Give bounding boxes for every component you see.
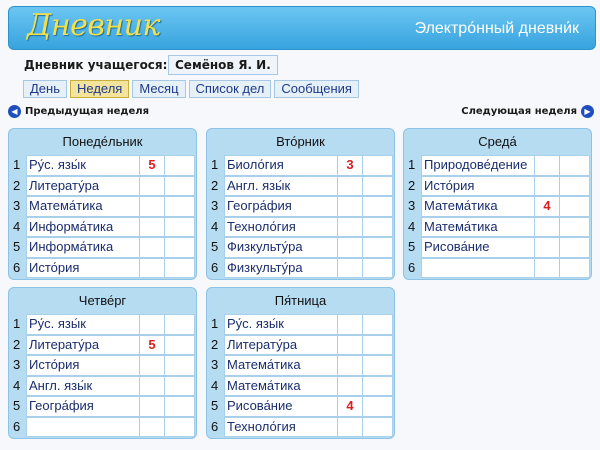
lesson-number: 2 (408, 177, 416, 193)
lesson-subject[interactable]: Матема́тика (421, 196, 535, 217)
lesson-grade[interactable] (338, 355, 363, 376)
day-title: Пя́тница (274, 293, 327, 308)
day-title: Среда́ (478, 134, 517, 149)
lesson-row (12, 355, 195, 376)
lesson-grade[interactable]: 5 (140, 335, 165, 356)
lesson-subject[interactable]: Рисова́ние (224, 396, 338, 417)
lesson-number: 3 (408, 198, 416, 213)
lesson-row (407, 237, 590, 258)
lesson-homework[interactable] (165, 417, 195, 438)
lesson-row (12, 376, 195, 397)
lesson-number: 4 (13, 218, 21, 234)
lesson-homework[interactable] (363, 396, 393, 417)
lesson-grade[interactable] (338, 417, 363, 438)
day-title: Понеде́льник (62, 134, 143, 149)
lesson-grade[interactable] (140, 376, 165, 397)
lesson-subject[interactable]: Ру́с. язы́к (224, 314, 338, 335)
lesson-number: 6 (408, 259, 416, 275)
lesson-subject[interactable]: Физкульту́ра (224, 237, 338, 258)
lesson-homework[interactable] (165, 237, 195, 258)
view-tabs (23, 80, 359, 98)
lesson-subject[interactable]: Литерату́ра (26, 176, 140, 197)
lesson-number: 4 (408, 218, 416, 234)
lesson-row (12, 335, 195, 356)
day-title: Четве́рг (78, 293, 127, 308)
lesson-row (12, 417, 195, 438)
lesson-row (210, 355, 393, 376)
lesson-subject[interactable]: Литерату́ра (224, 335, 338, 356)
lesson-number: 1 (211, 157, 219, 172)
lesson-number: 2 (13, 336, 21, 352)
lesson-homework[interactable] (560, 258, 590, 279)
lesson-homework[interactable] (165, 314, 195, 335)
tab-todo-list[interactable]: Список дел (189, 80, 272, 98)
lesson-homework[interactable] (560, 176, 590, 197)
prev-week-label: Предыдущая неделя (25, 106, 150, 117)
lesson-subject[interactable]: Матема́тика (421, 217, 535, 238)
lesson-row (210, 335, 393, 356)
lesson-row (12, 314, 195, 335)
lesson-row (12, 396, 195, 417)
lesson-number: 4 (211, 218, 219, 234)
lesson-grade[interactable] (140, 396, 165, 417)
lesson-grade[interactable] (338, 335, 363, 356)
lesson-subject[interactable]: Матема́тика (224, 376, 338, 397)
lesson-subject[interactable]: Ру́с. язы́к (26, 314, 140, 335)
lesson-row (407, 258, 590, 279)
lesson-number: 5 (211, 239, 219, 254)
lesson-grade[interactable] (140, 237, 165, 258)
lesson-list (12, 314, 195, 437)
lesson-grade[interactable] (338, 217, 363, 238)
lesson-homework[interactable] (165, 376, 195, 397)
lesson-row (12, 155, 195, 176)
lesson-homework[interactable] (165, 196, 195, 217)
lesson-grade[interactable] (535, 237, 560, 258)
lesson-subject[interactable]: Литерату́ра (26, 335, 140, 356)
lesson-number: 5 (211, 398, 219, 413)
lesson-row (210, 417, 393, 438)
lesson-subject[interactable]: Геогра́фия (26, 396, 140, 417)
lesson-homework[interactable] (165, 176, 195, 197)
lesson-row (210, 196, 393, 217)
lesson-subject[interactable]: Матема́тика (26, 196, 140, 217)
lesson-grade[interactable]: 3 (338, 155, 363, 176)
lesson-grade[interactable]: 4 (535, 196, 560, 217)
lesson-grade[interactable] (338, 376, 363, 397)
lesson-homework[interactable] (363, 196, 393, 217)
lesson-homework[interactable] (363, 335, 393, 356)
lesson-number: 4 (211, 377, 219, 393)
lesson-homework[interactable] (363, 237, 393, 258)
arrow-right-icon: ▶ (581, 105, 594, 118)
app-logo: Дневник (27, 8, 160, 43)
lesson-grade[interactable]: 5 (140, 155, 165, 176)
student-name[interactable]: Семёнов Я. И. (168, 55, 278, 75)
lesson-list (210, 155, 393, 278)
lesson-grade[interactable]: 4 (338, 396, 363, 417)
app-header (8, 6, 596, 50)
lesson-row (12, 237, 195, 258)
lesson-homework[interactable] (560, 237, 590, 258)
lesson-subject[interactable]: Техноло́гия (224, 417, 338, 438)
lesson-homework[interactable] (363, 314, 393, 335)
student-label: Дневник учащегося: (24, 58, 168, 72)
lesson-row (210, 155, 393, 176)
lesson-homework[interactable] (363, 258, 393, 279)
lesson-number: 2 (211, 336, 219, 352)
lesson-subject[interactable]: Рисова́ние (421, 237, 535, 258)
lesson-homework[interactable] (363, 217, 393, 238)
tab-month[interactable]: Месяц (132, 80, 185, 98)
lesson-subject[interactable]: Исто́рия (421, 176, 535, 197)
lesson-subject[interactable]: Техноло́гия (224, 217, 338, 238)
day-card-monday (8, 128, 197, 280)
lesson-subject[interactable]: Биоло́гия (224, 155, 338, 176)
lesson-subject[interactable]: Информа́тика (26, 237, 140, 258)
lesson-subject[interactable]: Матема́тика (224, 355, 338, 376)
lesson-subject[interactable]: Исто́рия (26, 355, 140, 376)
next-week-link[interactable] (461, 105, 594, 118)
lesson-row (12, 176, 195, 197)
lesson-row (12, 217, 195, 238)
day-title: Вто́рник (276, 134, 325, 149)
lesson-homework[interactable] (560, 217, 590, 238)
lesson-homework[interactable] (165, 258, 195, 279)
lesson-homework[interactable] (363, 376, 393, 397)
lesson-grade[interactable] (535, 258, 560, 279)
lesson-subject[interactable] (26, 417, 140, 438)
lesson-number: 3 (211, 357, 219, 372)
lesson-grade[interactable] (140, 258, 165, 279)
lesson-row (12, 258, 195, 279)
lesson-subject[interactable]: Информа́тика (26, 217, 140, 238)
lesson-number: 3 (13, 357, 21, 372)
lesson-number: 4 (13, 377, 21, 393)
lesson-row (210, 376, 393, 397)
lesson-number: 6 (13, 418, 21, 434)
lesson-number: 6 (211, 418, 219, 434)
lesson-number: 2 (13, 177, 21, 193)
lesson-list (12, 155, 195, 278)
lesson-number: 3 (13, 198, 21, 213)
lesson-row (407, 196, 590, 217)
lesson-subject[interactable] (421, 258, 535, 279)
lesson-homework[interactable] (363, 355, 393, 376)
lesson-homework[interactable] (363, 155, 393, 176)
lesson-row (210, 314, 393, 335)
lesson-number: 1 (13, 157, 21, 172)
lesson-homework[interactable] (560, 196, 590, 217)
day-card-friday (206, 287, 395, 439)
lesson-number: 1 (13, 316, 21, 331)
lesson-number: 1 (211, 316, 219, 331)
tab-day[interactable]: День (23, 80, 67, 98)
lesson-row (407, 155, 590, 176)
lesson-list (407, 155, 590, 278)
lesson-grade[interactable] (338, 196, 363, 217)
lesson-row (210, 237, 393, 258)
lesson-number: 1 (408, 157, 416, 172)
prev-week-link[interactable] (8, 105, 149, 118)
lesson-subject[interactable]: Англ. язы́к (224, 176, 338, 197)
lesson-homework[interactable] (363, 176, 393, 197)
lesson-homework[interactable] (165, 155, 195, 176)
lesson-number: 5 (13, 398, 21, 413)
lesson-grade[interactable] (535, 217, 560, 238)
lesson-number: 5 (13, 239, 21, 254)
lesson-homework[interactable] (165, 396, 195, 417)
lesson-subject[interactable]: Природове́дение (421, 155, 535, 176)
lesson-row (210, 176, 393, 197)
lesson-row (12, 196, 195, 217)
lesson-subject[interactable]: Исто́рия (26, 258, 140, 279)
lesson-row (210, 217, 393, 238)
tab-week[interactable]: Неделя (70, 80, 129, 98)
lesson-homework[interactable] (363, 417, 393, 438)
lesson-grade[interactable] (535, 176, 560, 197)
lesson-subject[interactable]: Англ. язы́к (26, 376, 140, 397)
lesson-homework[interactable] (165, 355, 195, 376)
lesson-homework[interactable] (560, 155, 590, 176)
lesson-row (407, 176, 590, 197)
day-card-thursday (8, 287, 197, 439)
lesson-grade[interactable] (140, 176, 165, 197)
lesson-number: 3 (211, 198, 219, 213)
lesson-grade[interactable] (140, 314, 165, 335)
lesson-homework[interactable] (165, 217, 195, 238)
lesson-grade[interactable] (140, 217, 165, 238)
day-card-tuesday (206, 128, 395, 280)
lesson-number: 5 (408, 239, 416, 254)
lesson-grade[interactable] (338, 258, 363, 279)
tab-messages[interactable]: Сообщения (274, 80, 359, 98)
lesson-grade[interactable] (140, 417, 165, 438)
lesson-homework[interactable] (165, 335, 195, 356)
lesson-grade[interactable] (338, 314, 363, 335)
day-card-wednesday (403, 128, 592, 280)
lesson-grade[interactable] (338, 176, 363, 197)
lesson-subject[interactable]: Ру́с. язы́к (26, 155, 140, 176)
lesson-number: 6 (211, 259, 219, 275)
lesson-subject[interactable]: Физкульту́ра (224, 258, 338, 279)
lesson-grade[interactable] (140, 196, 165, 217)
lesson-row (407, 217, 590, 238)
lesson-number: 6 (13, 259, 21, 275)
lesson-grade[interactable] (140, 355, 165, 376)
lesson-grade[interactable] (338, 237, 363, 258)
next-week-label: Следующая неделя (461, 106, 577, 117)
lesson-row (210, 258, 393, 279)
lesson-list (210, 314, 393, 437)
arrow-left-icon: ◀ (8, 105, 21, 118)
lesson-grade[interactable] (535, 155, 560, 176)
lesson-number: 2 (211, 177, 219, 193)
app-subtitle: Электро́нный дневни́к (414, 20, 579, 37)
lesson-row (210, 396, 393, 417)
lesson-subject[interactable]: Геогра́фия (224, 196, 338, 217)
